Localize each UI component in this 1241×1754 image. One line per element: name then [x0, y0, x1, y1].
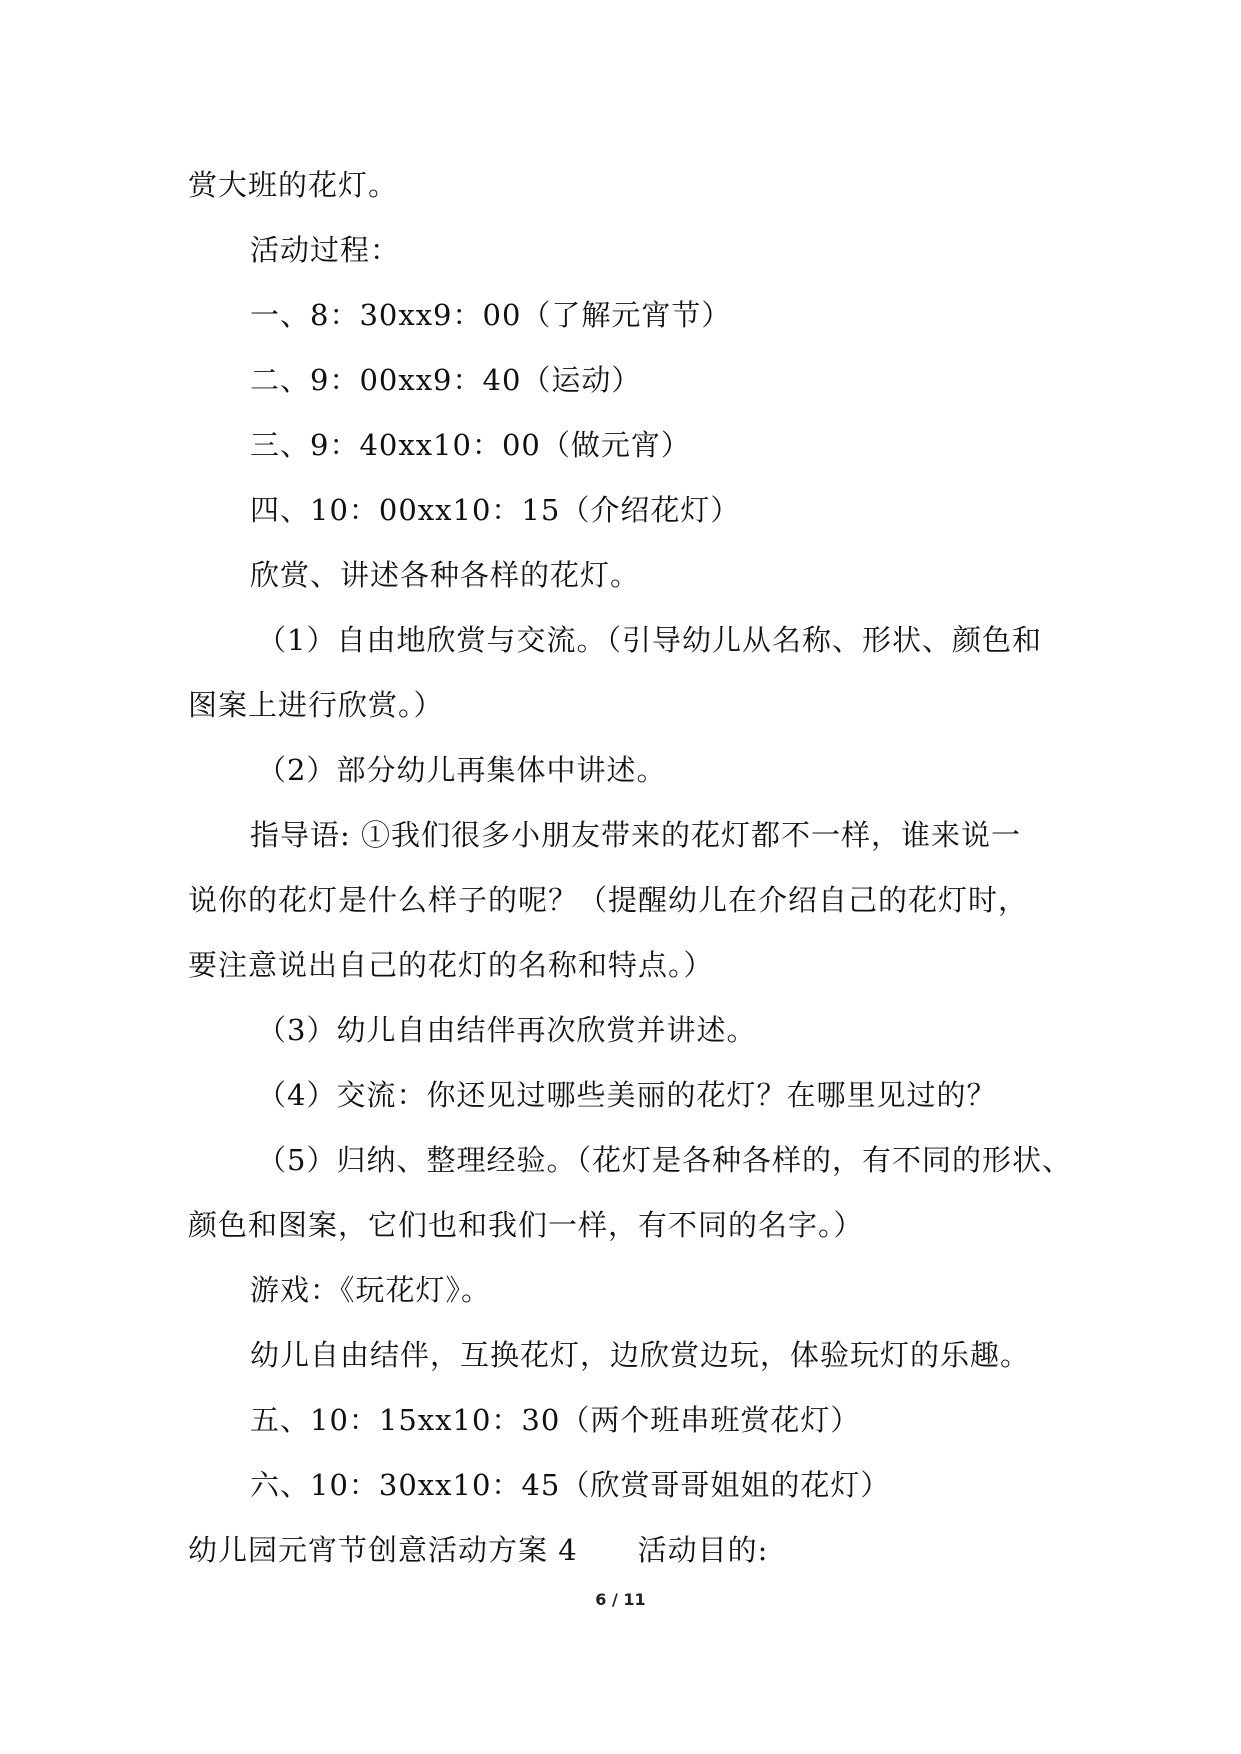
text-line: 欣赏、讲述各种各样的花灯。 — [250, 558, 641, 592]
text-line: 指导语: ①我们很多小朋友带来的花灯都不一样，谁来说一 — [250, 818, 1021, 852]
text-line: 说你的花灯是什么样子的呢？（提醒幼儿在介绍自己的花灯时， — [188, 883, 1029, 917]
text-line: （4）交流：你还见过哪些美丽的花灯？在哪里见过的？ — [257, 1078, 997, 1112]
text-line: （3）幼儿自由结伴再次欣赏并讲述。 — [257, 1013, 757, 1047]
text-line: 二、9：00xx9：40（运动） — [250, 363, 642, 397]
text-line: 四、10：00xx10：15（介绍花灯） — [250, 493, 741, 527]
text-line: 五、10：15xx10：30（两个班串班赏花灯） — [250, 1403, 861, 1437]
text-line: 一、8：30xx9：00（了解元宵节） — [250, 298, 732, 332]
text-line: 颜色和图案，它们也和我们一样，有不同的名字。） — [188, 1208, 864, 1242]
text-line: （1）自由地欣赏与交流。（引导幼儿从名称、形状、颜色和 — [257, 623, 1042, 657]
text-line: 幼儿园元宵节创意活动方案 4 活动目的: — [188, 1533, 769, 1567]
text-line: （5）归纳、整理经验。（花灯是各种各样的，有不同的形状、 — [257, 1143, 1072, 1177]
text-line: 图案上进行欣赏。） — [188, 688, 444, 722]
text-line: 游戏：《玩花灯》。 — [250, 1273, 492, 1307]
page-number: 6 / 11 — [595, 1590, 646, 1609]
text-line: 活动过程： — [250, 233, 401, 267]
text-line: 要注意说出自己的花灯的名称和特点。） — [188, 948, 714, 982]
text-line: 三、9：40xx10：00（做元宵） — [250, 428, 691, 462]
text-line: （2）部分幼儿再集体中讲述。 — [257, 753, 667, 787]
text-line: 赏大班的花灯。 — [188, 168, 399, 202]
text-line: 幼儿自由结伴，互换花灯，边欣赏边玩，体验玩灯的乐趣。 — [250, 1338, 1031, 1372]
text-line: 六、10：30xx10：45（欣赏哥哥姐姐的花灯） — [250, 1468, 891, 1502]
